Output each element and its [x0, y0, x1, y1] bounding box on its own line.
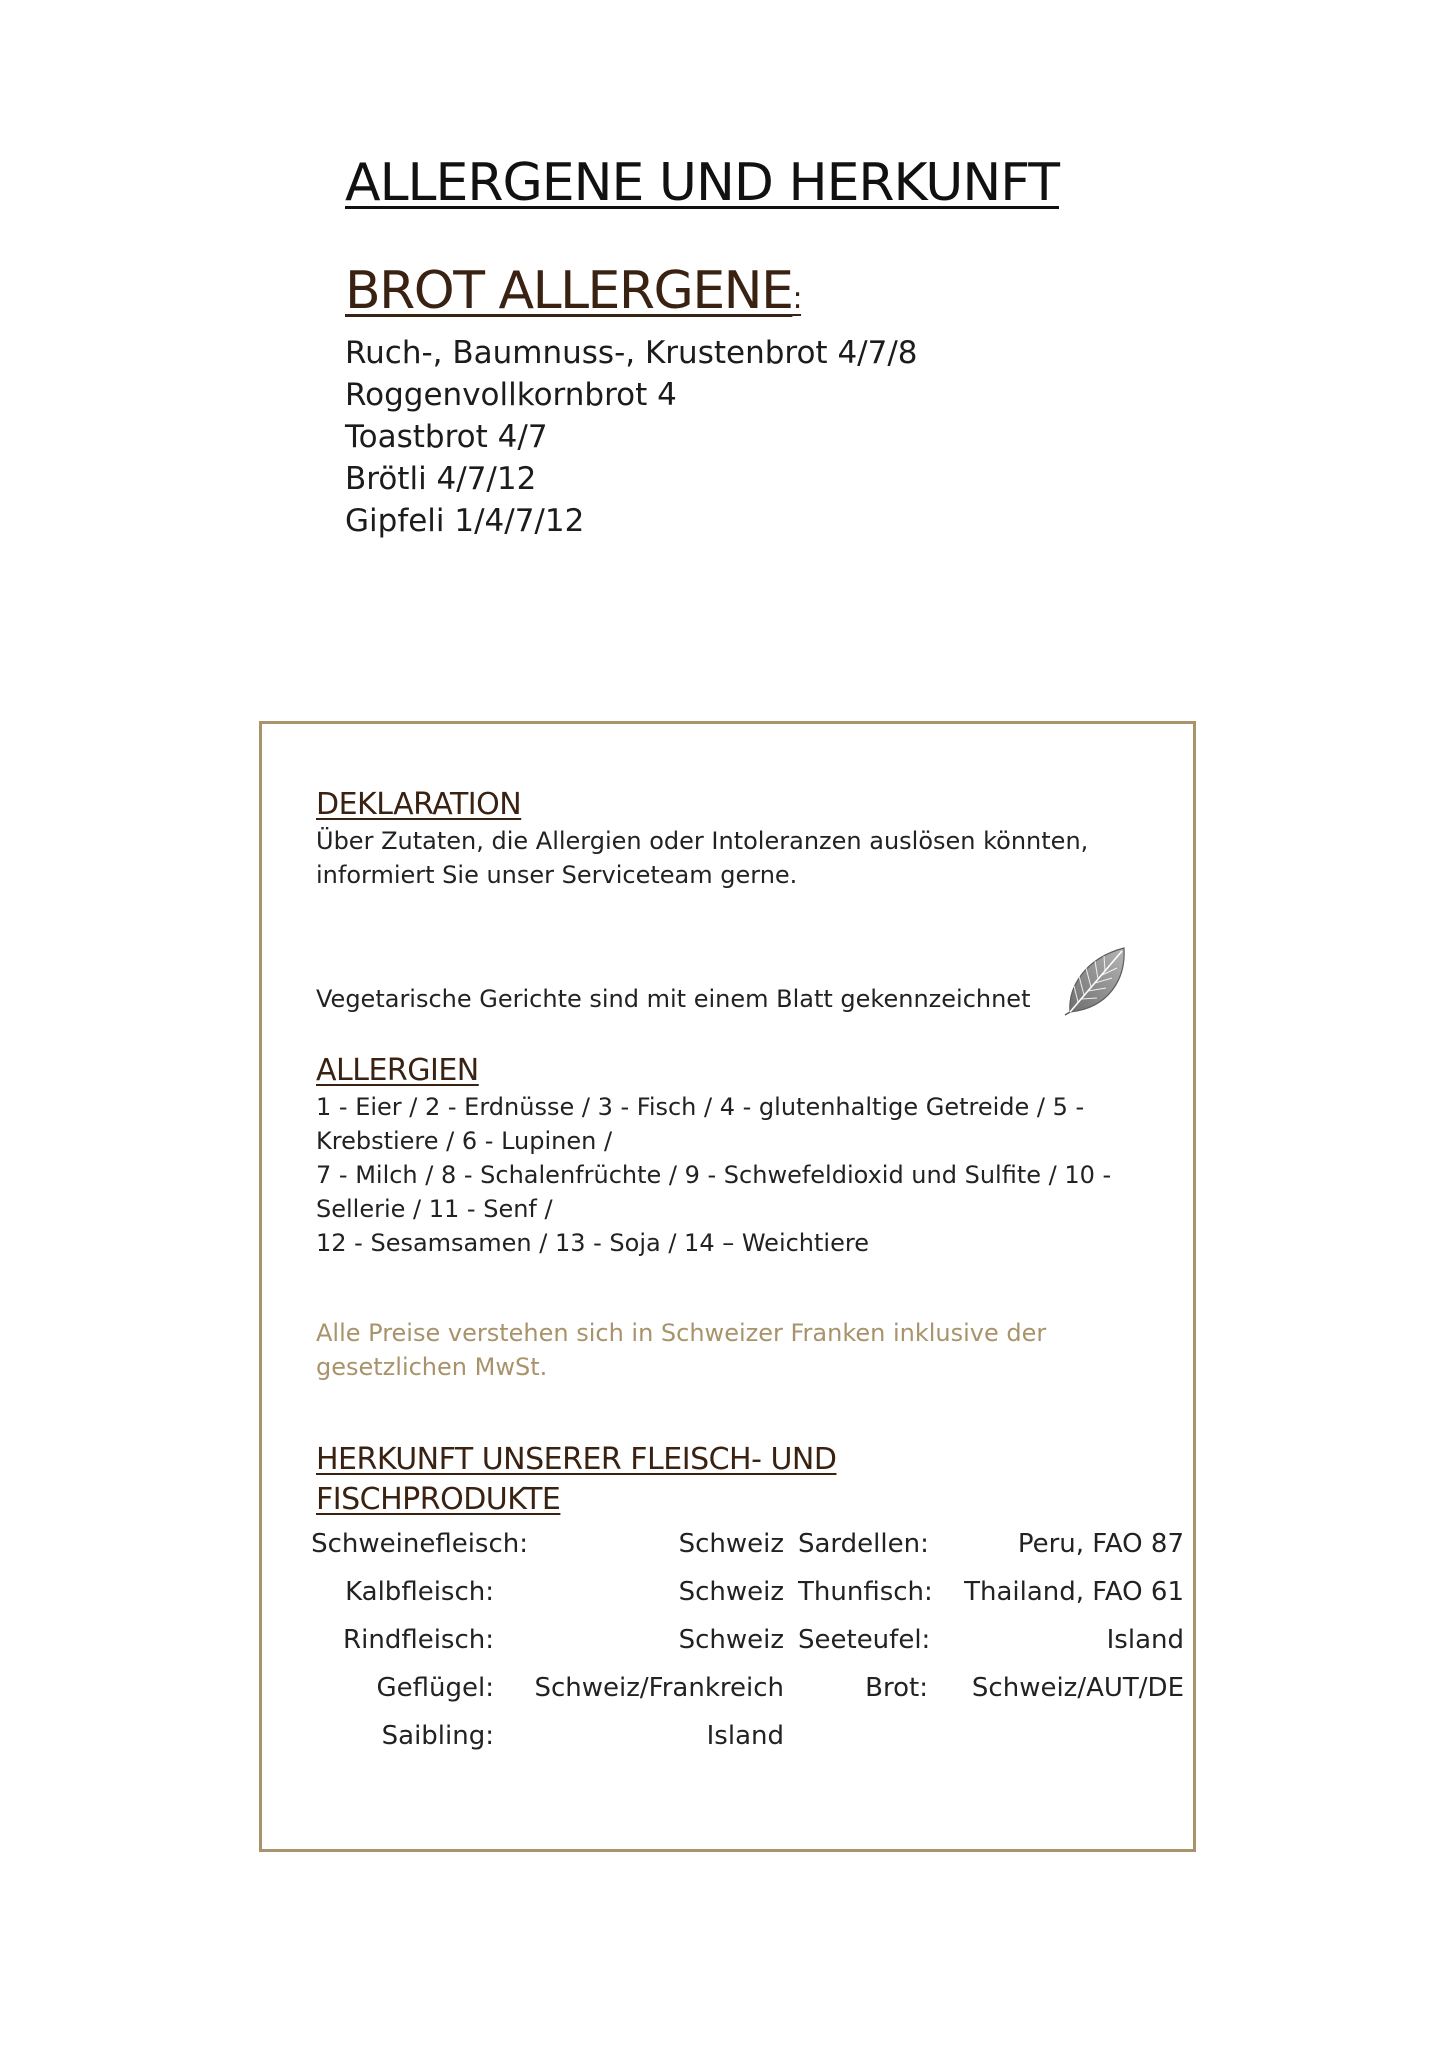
origin-left-label: Rindfleisch: — [343, 1625, 494, 1655]
origin-right-value: Peru, FAO 87 — [1017, 1529, 1184, 1559]
origin-right-label: Seeteufel: — [798, 1625, 931, 1655]
list-item: Roggenvollkornbrot 4 — [345, 377, 677, 413]
origin-right-label: Sardellen: — [798, 1529, 929, 1559]
origin-section — [311, 1440, 1184, 1760]
origin-right-value: Schweiz/AUT/DE — [971, 1673, 1184, 1703]
vegetarian-note — [316, 946, 1146, 1016]
list-item: Gipfeli 1/4/7/12 — [345, 503, 585, 539]
bread-allergens-list — [345, 332, 1245, 542]
bread-allergens-heading-text: BROT ALLERGENE — [345, 261, 793, 321]
bread-allergens-heading — [345, 258, 1245, 332]
list-item: Brötli 4/7/12 — [345, 461, 537, 497]
allergens-section — [316, 1052, 1146, 1260]
origin-left-value: Island — [706, 1721, 784, 1751]
origin-right-label: Thunfisch: — [798, 1577, 933, 1607]
origin-right-label: Brot: — [865, 1673, 928, 1703]
origin-heading: HERKUNFT UNSERER FLEISCH- UND FISCHPRODUKTE — [316, 1442, 837, 1517]
declaration-heading: DEKLARATION — [316, 787, 522, 822]
declaration-section — [316, 786, 1146, 1016]
vegetarian-note-text: Vegetarische Gerichte sind mit einem Blatt gekennzeichnet — [316, 985, 1031, 1013]
origin-right-value: Island — [1106, 1625, 1184, 1655]
origin-left-label: Schweinefleisch: — [311, 1529, 528, 1559]
list-item: Toastbrot 4/7 — [345, 419, 548, 455]
bread-allergens-section — [345, 258, 1245, 542]
leaf-icon — [1064, 946, 1128, 1016]
origin-left-label: Kalbfleisch: — [345, 1577, 494, 1607]
info-box — [259, 721, 1196, 1852]
origin-table — [310, 1520, 1190, 1760]
origin-left-value: Schweiz — [678, 1529, 784, 1559]
origin-left-label: Saibling: — [381, 1721, 494, 1751]
price-note: Alle Preise verstehen sich in Schweizer Franken inklusive der gesetzlichen MwSt. — [316, 1319, 1047, 1381]
allergens-text: 1 - Eier / 2 - Erdnüsse / 3 - Fisch / 4 - glutenhaltige Getreide / 5 - Krebstiere / 6 - Lupinen / 7 - Milch / 8 - Schalenfrüchte / 9 - Schwefeldioxid und Sulfite / 10 - Sellerie / 11 - Senf / 12 - Sesamsamen / 13 - Soja / 14 – Weichtiere — [316, 1093, 1112, 1257]
allergens-heading: ALLERGIEN — [316, 1053, 479, 1088]
origin-left-value: Schweiz — [678, 1625, 784, 1655]
bread-allergens-heading-colon: : — [792, 281, 802, 316]
info-box-content — [311, 786, 1184, 1760]
origin-left-value: Schweiz — [678, 1577, 784, 1607]
origin-left-label: Geflügel: — [376, 1673, 494, 1703]
origin-right-value: Thailand, FAO 61 — [964, 1577, 1184, 1607]
list-item: Ruch-, Baumnuss-, Krustenbrot 4/7/8 — [345, 335, 918, 371]
origin-left-value: Schweiz/Frankreich — [534, 1673, 784, 1703]
declaration-text: Über Zutaten, die Allergien oder Intoleranzen auslösen könnten, informiert Sie unser Serviceteam gerne. — [316, 827, 1089, 889]
page-title: ALLERGENE UND HERKUNFT — [345, 153, 1059, 213]
